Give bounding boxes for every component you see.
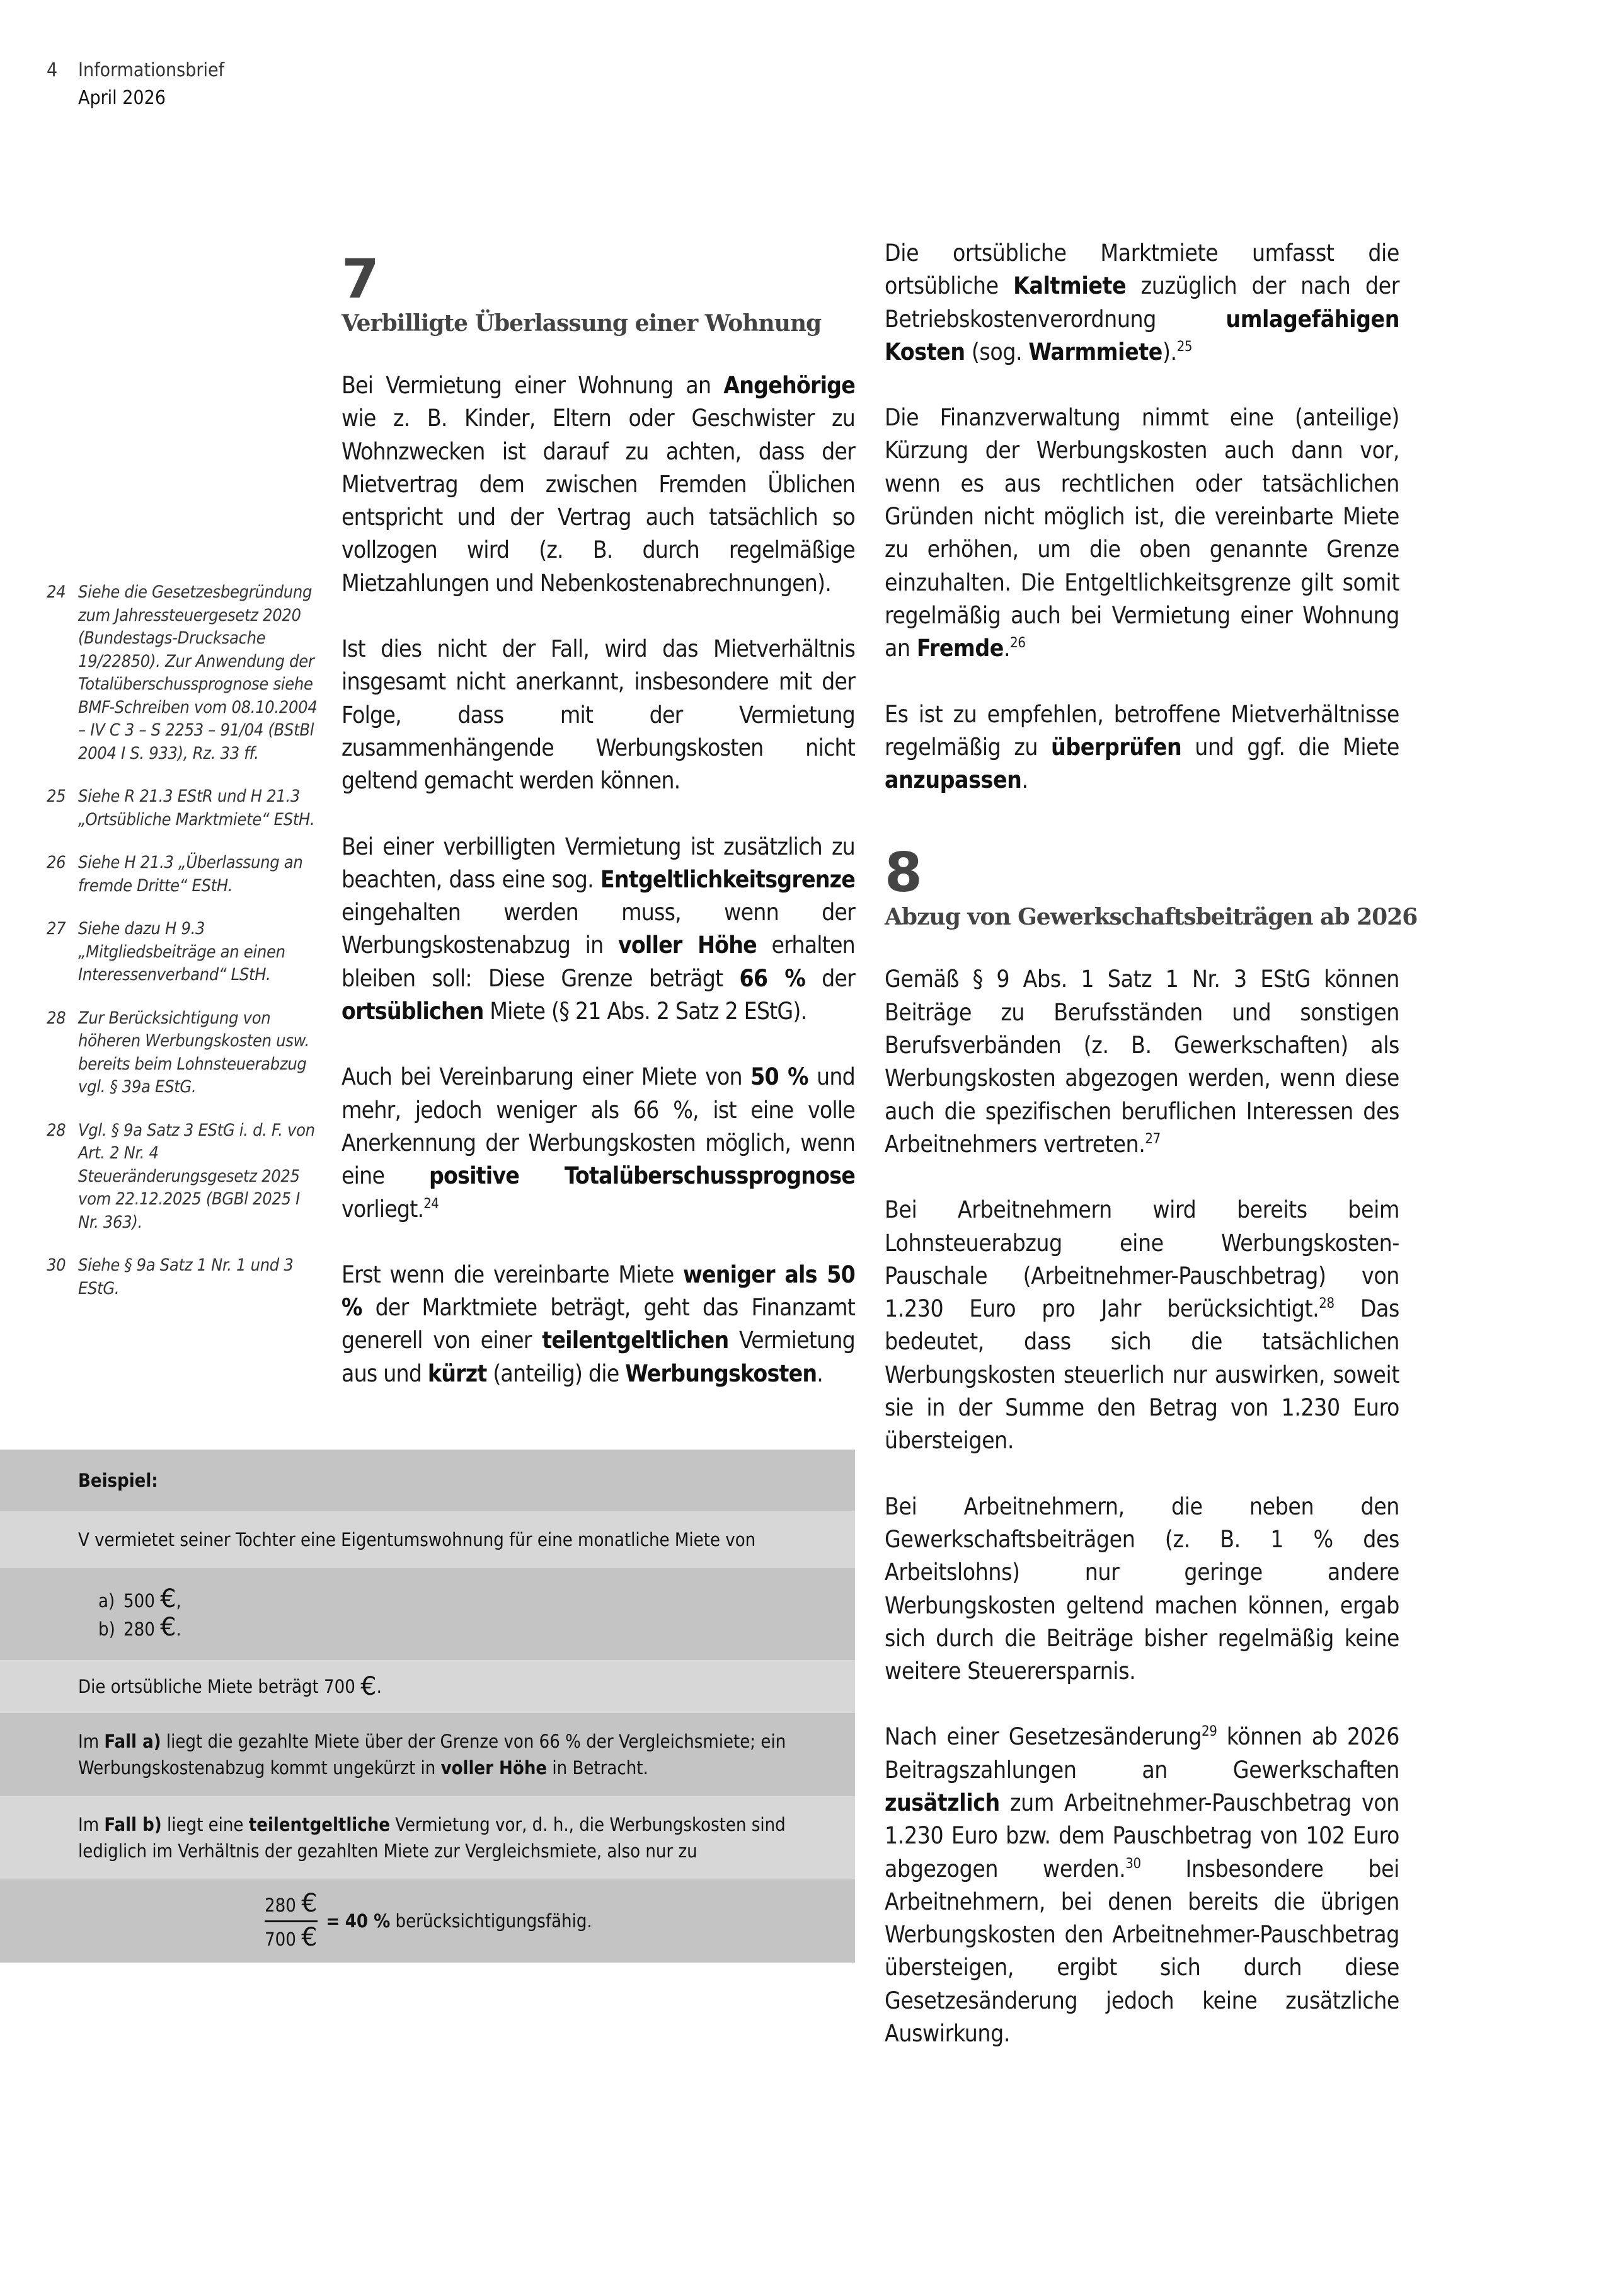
text-run: der: [805, 964, 855, 992]
emphasis: Fall b): [104, 1814, 162, 1835]
equals-sign: =: [326, 1910, 340, 1932]
text-run: Es ist zu empfehlen, betroffene Mietverhältnisse regelmäßig zu: [885, 700, 1399, 761]
emphasis: Angehörige: [723, 372, 855, 399]
paragraph: [885, 237, 1399, 369]
footnote-text: Vgl. § 9a Satz 3 EStG i. d. F. von Art. 2 Nr. 4 Steueränderungsgesetz 2025 vom 22.12.2025 (BGBl 2025 I Nr. 363).: [78, 1120, 315, 1232]
publication-title: Informationsbrief: [78, 59, 225, 81]
emphasis: voller Höhe: [617, 932, 757, 959]
footnote-number: 28: [47, 1120, 66, 1140]
paragraph: [885, 1721, 1399, 2050]
paragraph: [342, 1061, 855, 1225]
emphasis: voller Höhe: [440, 1757, 548, 1779]
footnote-text: Siehe R 21.3 EStR und H 21.3 „Ortsübliche Marktmiete“ EStH.: [78, 787, 315, 829]
punct: .: [176, 1618, 181, 1640]
footnote: [47, 581, 318, 765]
text-run: Das bedeutet, dass sich die tatsächlichen Werbungskosten steuerlich nur auswirken, soweit sie in der Summe den Betrag von 1.230 Euro übersteigen.: [885, 1295, 1399, 1455]
footnote-number: 24: [47, 582, 66, 602]
example-options: [0, 1568, 855, 1660]
option-amount: 500: [123, 1590, 155, 1612]
text-run: zum Arbeitnehmer-Pauschbetrag von 1.230 Euro bzw. dem Pauschbetrag von 102 Euro abgezogen werden.: [885, 1789, 1399, 1883]
text-run: Nach einer Gesetzesänderung: [885, 1723, 1202, 1751]
emphasis: kürzt: [427, 1359, 487, 1387]
section-title: Verbilligte Überlassung einer Wohnung: [342, 310, 822, 337]
text-run: und ggf. die Miete: [1181, 733, 1399, 761]
euro-icon: €: [160, 1584, 176, 1613]
text-run: zuzüglich der nach der Betriebskostenverordnung: [885, 272, 1399, 333]
text-run: Vermietung aus und: [342, 1327, 855, 1387]
option-amount: 280: [123, 1618, 155, 1640]
emphasis: Entgeltlichkeitsgrenze: [600, 865, 855, 893]
footnote-number: 27: [47, 919, 66, 938]
footnote: [47, 1007, 318, 1099]
text-run: Miete (§ 21 Abs. 2 Satz 2 EStG).: [483, 998, 807, 1025]
text-run: in Betracht.: [547, 1757, 648, 1779]
text-run: Die Finanzverwaltung nimmt eine (anteilige) Kürzung der Werbungskosten auch dann vor, wenn es aus rechtlichen oder tatsächlichen Gründen nicht möglich ist, die vereinbarte Miete zu erhöhen, um die oben genannte Grenze einzuhalten. Die Entgeltlichkeitsgrenze gilt somit regelmäßig auch bei Vermietung einer Wohnung an: [885, 404, 1399, 662]
text-run: Im: [78, 1814, 105, 1835]
example-intro: V vermietet seiner Tochter eine Eigentumswohnung für eine monatliche Miete von: [0, 1511, 855, 1568]
euro-icon: €: [301, 1888, 318, 1918]
text-run: Insbesondere bei Arbeitnehmern, bei denen bereits die übrigen Werbungskosten den Arbeitnehmer-Pauschbetrag übersteigen, ergibt sich durch diese Gesetzesänderung jedoch keine zusätzliche Auswirkung.: [885, 1855, 1399, 2048]
paragraph: [885, 963, 1399, 1161]
text-run: Im: [78, 1731, 105, 1752]
emphasis: überprüfen: [1051, 733, 1182, 761]
emphasis: teilentgeltliche: [248, 1814, 390, 1835]
page-number: 4: [47, 59, 58, 81]
footnote-text: Zur Berücksichtigung von höheren Werbungskosten usw. bereits beim Lohnsteuerabzug vgl. § 39a EStG.: [78, 1008, 309, 1097]
text-run: erhalten bleiben soll: Diese Grenze beträgt: [342, 932, 855, 992]
fraction: [265, 1888, 318, 1954]
text-run: Bei einer verbilligten Vermietung ist zusätzlich zu beachten, dass eine sog.: [342, 833, 855, 893]
base-rent-text: Die ortsübliche Miete beträgt 700: [78, 1676, 355, 1697]
footnote-ref[interactable]: 27: [1145, 1131, 1161, 1147]
option-label: b): [98, 1618, 115, 1640]
example-option: [98, 1586, 181, 1614]
emphasis: Werbungskosten: [625, 1359, 817, 1387]
paragraph: [342, 1259, 855, 1390]
text-run: können ab 2026 Beitragszahlungen an Gewerkschaften: [885, 1723, 1399, 1784]
text-run: Die ortsübliche Marktmiete umfasst die ortsübliche: [885, 239, 1399, 300]
text-run: der Marktmiete beträgt, geht das Finanzamt generell von einer: [342, 1294, 855, 1354]
emphasis: teilentgeltlichen: [542, 1327, 729, 1354]
text-run: vorliegt.: [342, 1195, 424, 1223]
punct: .: [376, 1676, 382, 1697]
footnote-ref[interactable]: 26: [1010, 635, 1026, 652]
emphasis: ortsüblichen: [342, 998, 484, 1025]
text-run: .: [1021, 766, 1028, 794]
section-number: 8: [885, 841, 921, 905]
section-title: Abzug von Gewerkschaftsbeiträgen ab 2026: [885, 904, 1418, 931]
section-7-heading: [342, 248, 855, 369]
footnote-text: Siehe die Gesetzesbegründung zum Jahressteuergesetz 2020 (Bundestags-Drucksache 19/22850). Zur Anwendung der Totalüberschussprognose siehe BMF-Schreiben vom 08.10.2004 – IV C 3 – S 2253 – 91/04 (BStBl 2004 I S. 933), Rz. 33 ff.: [78, 582, 318, 763]
footnote-number: 28: [47, 1008, 66, 1028]
emphasis: anzupassen: [885, 766, 1022, 794]
example-box: [0, 1450, 855, 1963]
text-run: Bei Vermietung einer Wohnung an: [342, 372, 724, 399]
fraction-numerator: 280 €: [265, 1888, 318, 1918]
footnote: [47, 851, 318, 897]
emphasis: zusätzlich: [885, 1789, 1000, 1816]
text-run: (sog.: [965, 338, 1029, 366]
paragraph: [885, 401, 1399, 665]
paragraph: [342, 633, 855, 797]
paragraph: [342, 831, 855, 1029]
emphasis: positive Totalüberschussprognose: [428, 1162, 855, 1190]
emphasis: Fall a): [104, 1731, 161, 1752]
punct: ,: [176, 1590, 181, 1612]
option-label: a): [98, 1590, 115, 1612]
text-run: und mehr, jedoch weniger als 66 %, ist eine volle Anerkennung der Werbungskosten möglich, wenn eine: [342, 1063, 855, 1190]
euro-icon: €: [160, 1613, 176, 1642]
text-run: Bei Arbeitnehmern wird bereits beim Lohnsteuerabzug eine Werbungskosten-Pauschale (Arbeitnehmer-Pauschbetrag) von 1.230 Euro pro Jahr berücksichtigt.: [885, 1196, 1399, 1323]
text-run: eingehalten werden muss, wenn der Werbungskostenabzug in: [342, 899, 855, 959]
example-fraction-row: [0, 1879, 855, 1963]
column-middle: [342, 369, 855, 1423]
footnote: [47, 1119, 318, 1235]
example-case-b: [0, 1796, 855, 1879]
text-run: Auch bei Vereinbarung einer Miete von: [342, 1063, 751, 1091]
emphasis: Warmmiete: [1028, 338, 1162, 366]
text-run: ).: [1162, 338, 1177, 366]
column-right: [885, 237, 1418, 2083]
text-run: Vermietung vor, d. h., die Werbungskosten sind lediglich im Verhältnis der gezahlten Miete zur Vergleichsmiete, also nur zu: [78, 1814, 786, 1862]
fraction-result-suffix: berücksichtigungsfähig.: [395, 1910, 592, 1932]
footnote: [47, 1254, 318, 1300]
emphasis: Fremde: [916, 635, 1004, 662]
footnote-text: Siehe H 21.3 „Überlassung an fremde Dritte“ EStH.: [78, 853, 303, 896]
paragraph: [885, 698, 1399, 797]
example-title: Beispiel:: [0, 1450, 855, 1511]
emphasis: 50 %: [750, 1063, 808, 1091]
example-option: [98, 1614, 181, 1642]
text-run: .: [817, 1359, 824, 1387]
text-run: liegt eine: [161, 1814, 249, 1835]
text-run: liegt die gezahlte Miete über der Grenze von 66 % der Vergleichsmiete; ein Werbungskostenabzug kommt ungekürzt in: [78, 1731, 786, 1779]
issue-date: April 2026: [78, 87, 166, 109]
text-run: .: [1003, 635, 1011, 662]
text-run: (anteilig) die: [486, 1359, 626, 1387]
footnote-number: 26: [47, 853, 66, 872]
euro-icon: €: [360, 1672, 377, 1701]
footnote-text: Siehe dazu H 9.3 „Mitgliedsbeiträge an einen Interessenverband“ LStH.: [78, 919, 285, 984]
footnote-ref[interactable]: 30: [1125, 1855, 1141, 1872]
footnote-ref[interactable]: 28: [1319, 1296, 1335, 1312]
fraction-denominator: 700 €: [265, 1922, 318, 1952]
footnote: [47, 918, 318, 987]
footnote-ref[interactable]: 29: [1202, 1724, 1217, 1740]
footnote-ref[interactable]: 24: [423, 1196, 439, 1212]
text-run: Ist dies nicht der Fall, wird das Mietverhältnis insgesamt nicht anerkannt, insbesondere mit der Folge, dass mit der Vermietung zusammenhängende Werbungskosten nicht geltend gemacht werden können.: [342, 635, 855, 795]
example-base-rent: [0, 1660, 855, 1713]
fraction-result: 40 %: [345, 1910, 391, 1932]
footnote-number: 30: [47, 1255, 66, 1275]
emphasis: Kaltmiete: [1013, 272, 1127, 300]
section-8-heading: [885, 841, 1418, 933]
footnote-text: Siehe § 9a Satz 1 Nr. 1 und 3 EStG.: [78, 1255, 294, 1298]
text-run: Bei Arbeitnehmern, die neben den Gewerkschaftsbeiträgen (z. B. 1 % des Arbeitslohns) nur geringe andere Werbungskosten geltend machen können, ergab sich durch die Beiträge bisher regelmäßig keine weitere Steuerersparnis.: [885, 1492, 1399, 1685]
text-run: Gemäß § 9 Abs. 1 Satz 1 Nr. 3 EStG können Beiträge zu Berufsständen und sonstigen Berufsverbänden (z. B. Gewerkschaften) als Werbungskosten abgezogen werden, wenn diese auch die spezifischen beruflichen Interessen des Arbeitnehmers vertreten.: [885, 966, 1399, 1158]
emphasis: 66 %: [739, 964, 805, 992]
paragraph: [342, 369, 855, 600]
paragraph: [885, 1491, 1399, 1688]
euro-icon: €: [301, 1922, 318, 1952]
emphasis: umlagefähigen Kosten: [885, 305, 1399, 366]
section-number: 7: [342, 248, 378, 311]
footnote-number: 25: [47, 787, 66, 806]
footnote-ref[interactable]: 25: [1176, 338, 1193, 355]
example-case-a: [0, 1713, 855, 1796]
text-run: Erst wenn die vereinbarte Miete: [342, 1260, 684, 1288]
emphasis: weniger als 50 %: [342, 1260, 855, 1322]
footnote: [47, 785, 318, 831]
footnotes: [47, 581, 318, 1320]
text-run: wie z. B. Kinder, Eltern oder Geschwister zu Wohnzwecken ist darauf zu achten, dass der Mietvertrag dem zwischen Fremden Üblichen entspricht und der Vertrag auch tatsächlich so vollzogen wird (z. B. durch regelmäßige Mietzahlungen und Nebenkostenabrechnungen).: [342, 405, 855, 597]
paragraph: [885, 1194, 1399, 1457]
